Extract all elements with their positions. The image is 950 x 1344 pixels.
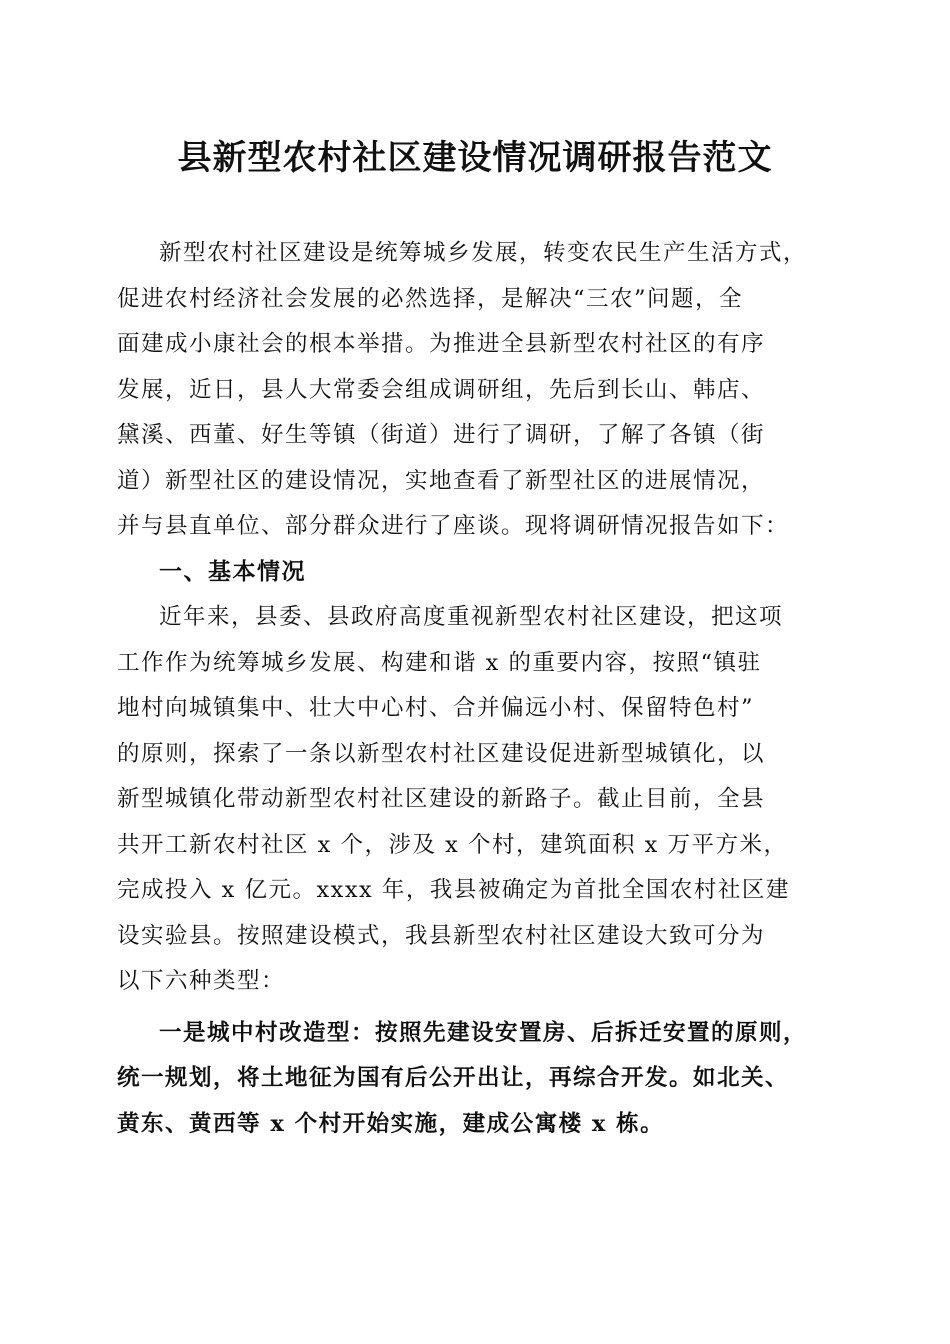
section-line: 近年来，县委、县政府高度重视新型农村社区建设，把这项 xyxy=(159,604,784,630)
intro-line: 发展，近日，县人大常委会组成调研组，先后到长山、韩店、 xyxy=(117,376,766,403)
type-one-paragraph xyxy=(117,1011,839,1148)
section-heading: 一、基本情况 xyxy=(159,558,306,585)
intro-line: 并与县直单位、部分群众进行了座谈。现将调研情况报告如下： xyxy=(117,513,790,539)
section-line: 地村向城镇集中、壮大中心村、合并偏远小村、保留特色村” xyxy=(117,695,755,721)
document-title: 县新型农村社区建设情况调研报告范文 xyxy=(177,138,773,178)
type-one-line: 黄东、黄西等 x 个村开始实施，建成公寓楼 x 栋。 xyxy=(117,1110,665,1137)
section-line: 新型城镇化带动新型农村社区建设的新路子。截止目前，全县 xyxy=(117,786,766,812)
section-line: 工作作为统筹城乡发展、构建和谐 x 的重要内容，按照“镇驻 xyxy=(117,649,762,676)
section-line: 共开工新农村社区 x 个，涉及 x 个村，建筑面积 x 万平方米， xyxy=(117,831,788,858)
intro-line: 新型农村社区建设是统筹城乡发展，转变农民生产生活方式， xyxy=(159,240,808,266)
basic-situation-paragraph xyxy=(117,595,839,1005)
section-line: 设实验县。按照建设模式，我县新型农村社区建设大致可分为 xyxy=(117,922,766,949)
section-line: 完成投入 x 亿元。xxxx 年，我县被确定为首批全国农村社区建 xyxy=(117,877,790,903)
intro-line: 道）新型社区的建设情况，实地查看了新型社区的进展情况， xyxy=(117,467,766,494)
type-one-line: 统一规划，将土地征为国有后公开出让，再综合开发。如北关、 xyxy=(117,1065,790,1091)
document-body xyxy=(117,231,839,1147)
intro-line: 黛溪、西董、好生等镇（街道）进行了调研，了解了各镇（街 xyxy=(117,422,766,448)
intro-line: 促进农村经济社会发展的必然选择，是解决“三农”问题，全 xyxy=(117,285,744,312)
type-one-line: 一是城中村改造型：按照先建设安置房、后拆迁安置的原则， xyxy=(159,1019,808,1046)
section-line: 的原则，探索了一条以新型农村社区建设促进新型城镇化，以 xyxy=(117,740,766,767)
intro-paragraph xyxy=(117,231,839,550)
section-line: 以下六种类型： xyxy=(117,968,286,994)
intro-line: 面建成小康社会的根本举措。为推进全县新型农村社区的有序 xyxy=(117,331,766,357)
